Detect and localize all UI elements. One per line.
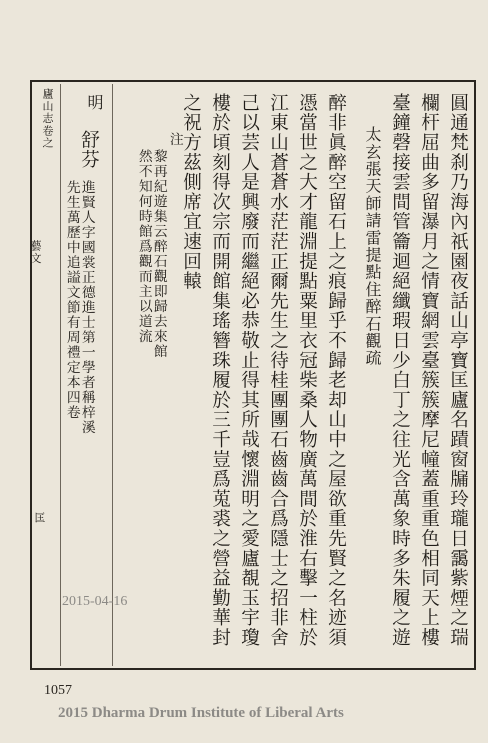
author-bio-2: 先生萬歷中追謚文節有周禮定本四卷 (63, 180, 80, 420)
author-bio-1: 進賢人字國裳正德進士第一學者稱梓溪 (78, 180, 95, 435)
copyright-watermark: 2015 Dharma Drum Institute of Liberal Arts (58, 705, 344, 721)
text-column-8: 己以芸人是興廢而繼絕必恭敬止得其所哉懷淵明之愛廬覩玉宇瓊 (238, 93, 260, 648)
text-column-5: 醉非眞醉空留石上之痕歸乎不歸老却山中之屋欲重先賢之名迹須 (325, 93, 347, 648)
border-right (474, 80, 476, 670)
margin-marker: 匡 (33, 512, 46, 525)
text-column-1: 圓通梵刹乃海內祇園夜話山亭寶匡廬名蹟窗牖玲瓏日靄紫煙之瑞 (447, 93, 469, 648)
dynasty-label: 明 (85, 94, 104, 112)
border-left (30, 80, 32, 670)
border-top (30, 80, 476, 82)
date-watermark: 2015-04-16 (62, 594, 128, 609)
text-column-9: 樓於頃刻得次宗而開館集瑤簪珠履於三千豈爲莵裘之營益勤華封 (209, 93, 231, 648)
margin-book-title: 廬山志卷之 (41, 88, 54, 149)
text-column-3: 臺鐘磬接雲間管籥迴絕纖瑕日少白丁之往光含萬象時多朱履之遊 (389, 93, 411, 648)
text-column-10: 之祝方茲側席宜速回轅 (180, 93, 202, 291)
text-column-2: 欄杆屈曲多留瀑月之情寶網雲臺簇簇摩尼幢蓋重重色相同天上樓 (418, 93, 440, 648)
column-rule (60, 84, 61, 666)
section-title: 太玄張天師請雷提點住醉石觀疏 (363, 126, 382, 367)
column-rule (112, 84, 113, 666)
note-line-2: 然不知何時館爲觀而主以道流 (135, 149, 152, 344)
text-column-6: 憑當世之大才龍淵提點粟里衣冠柴桑人物廣萬間於淮右擊一柱於 (296, 93, 318, 648)
note-marker: 注 (166, 132, 183, 147)
author-name: 舒芬 (78, 130, 100, 170)
margin-section: 藝文 (29, 240, 42, 265)
note-line-1: 黎再紀遊集云醉石觀即歸去來館 (150, 149, 167, 359)
text-column-7: 江東山蒼蒼水茫茫正爾先生之待桂團團石齒齒合爲隱士之招非舍 (267, 93, 289, 648)
border-bottom (30, 668, 476, 670)
page-number: 1057 (44, 683, 72, 698)
